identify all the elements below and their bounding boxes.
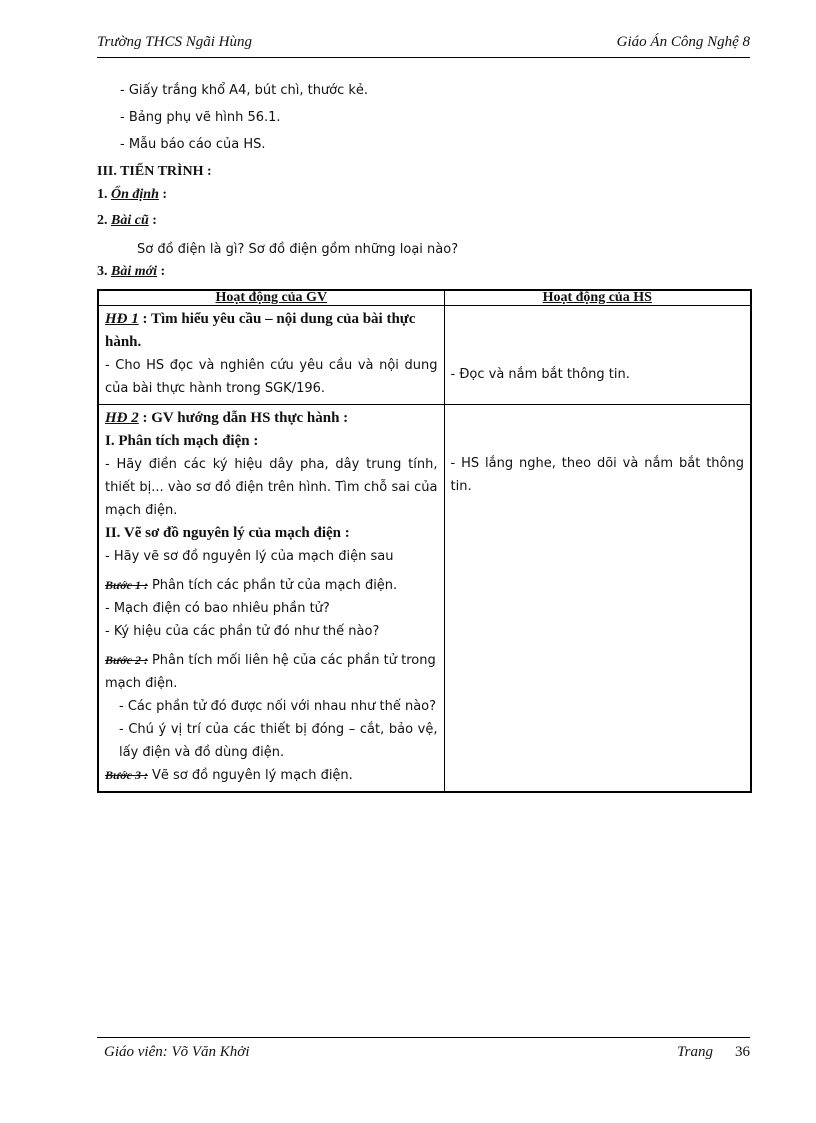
step-number: 2. <box>97 213 108 228</box>
part1-text: - Hãy điền các ký hiệu dây pha, dây trung tính, thiết bị... vào sơ đồ điện trên hình. Tìm chỗ sai của mạch điện. <box>105 457 438 518</box>
hd1-title-text: : Tìm hiểu yêu cầu – nội dung của bài thực hành. <box>105 311 416 350</box>
hd2-student-text: - HS lắng nghe, theo dõi và nắm bắt thông tin. <box>450 456 744 494</box>
material-item: - Bảng phụ vẽ hình 56.1. <box>120 110 281 125</box>
footer-teacher: Giáo viên: Võ Văn Khởi <box>104 1044 250 1060</box>
hd2-tag: HĐ 2 <box>105 410 139 426</box>
step-number: 1. <box>97 187 108 202</box>
col-header-teacher: Hoạt động của GV <box>98 290 444 306</box>
step2-text: Phân tích mối liên hệ của các phần tử trong mạch điện. <box>105 653 436 691</box>
page-label: Trang <box>677 1044 713 1060</box>
table-header-row <box>98 290 751 306</box>
part2-text: - Hãy vẽ sơ đồ nguyên lý của mạch điện sau <box>105 549 394 564</box>
step-stabilize <box>97 187 167 203</box>
page-number: 36 <box>735 1044 750 1060</box>
step2-question: - Các phần tử đó được nối với nhau như thế nào? <box>119 699 437 714</box>
header-school: Trường THCS Ngãi Hùng <box>97 34 252 50</box>
step2-question: - Chú ý vị trí của các thiết bị đóng – cắt, bảo vệ, lấy điện và đồ dùng điện. <box>119 722 438 760</box>
hd2-title-text: : GV hướng dẫn HS thực hành : <box>138 410 349 426</box>
step1-block <box>105 574 438 597</box>
old-lesson-question: Sơ đồ điện là gì? Sơ đồ điện gồm những loại nào? <box>137 242 459 257</box>
hd1-title <box>105 308 438 354</box>
header-subject: Giáo Án Công Nghệ 8 <box>616 34 750 50</box>
step-colon: : <box>148 213 157 228</box>
hd2-title <box>105 407 438 430</box>
step-number: 3. <box>97 264 108 279</box>
step-label: Bài mới <box>111 264 158 279</box>
step-old-lesson <box>97 213 157 229</box>
table-row <box>98 405 751 793</box>
material-item: - Mẫu báo cáo của HS. <box>120 137 266 152</box>
step-colon: : <box>158 187 168 202</box>
section-heading: III. TIẾN TRÌNH : <box>97 164 212 179</box>
step-colon: : <box>157 264 166 279</box>
step2-label: Bước 2 : <box>105 653 148 667</box>
hd1-student-cell <box>444 306 751 405</box>
step3-block <box>105 764 438 787</box>
step-label: Ổn định <box>111 187 159 202</box>
step3-label: Bước 3 : <box>105 768 148 782</box>
hd2-student-cell <box>444 405 751 793</box>
step1-label: Bước 1 : <box>105 578 148 592</box>
step3-text: Vẽ sơ đồ nguyên lý mạch điện. <box>151 768 353 783</box>
hd1-tag: HĐ 1 <box>105 311 139 327</box>
step-new-lesson <box>97 264 165 280</box>
hd1-student-text: - Đọc và nắm bắt thông tin. <box>450 366 630 382</box>
hd2-teacher-cell <box>98 405 444 793</box>
step1-question: - Mạch điện có bao nhiêu phần tử? <box>105 601 330 616</box>
step-label: Bài cũ <box>111 213 149 228</box>
material-item: - Giấy trắng khổ A4, bút chì, thước kẻ. <box>120 83 369 98</box>
step1-text: Phân tích các phần tử của mạch điện. <box>151 578 398 593</box>
hd1-teacher-text: - Cho HS đọc và nghiên cứu yêu cầu và nội dung của bài thực hành trong SGK/196. <box>105 358 438 396</box>
table-row <box>98 306 751 405</box>
footer-divider <box>97 1037 750 1038</box>
step2-block <box>105 649 438 695</box>
col-header-student: Hoạt động của HS <box>444 290 751 306</box>
step1-question: - Ký hiệu của các phần tử đó như thế nào? <box>105 624 380 639</box>
part1-heading: I. Phân tích mạch điện : <box>105 433 259 449</box>
hd1-teacher-cell <box>98 306 444 405</box>
part2-heading: II. Vẽ sơ đồ nguyên lý của mạch điện : <box>105 525 350 541</box>
activity-table <box>97 289 752 793</box>
header-divider <box>97 57 750 58</box>
footer-page <box>677 1044 750 1061</box>
